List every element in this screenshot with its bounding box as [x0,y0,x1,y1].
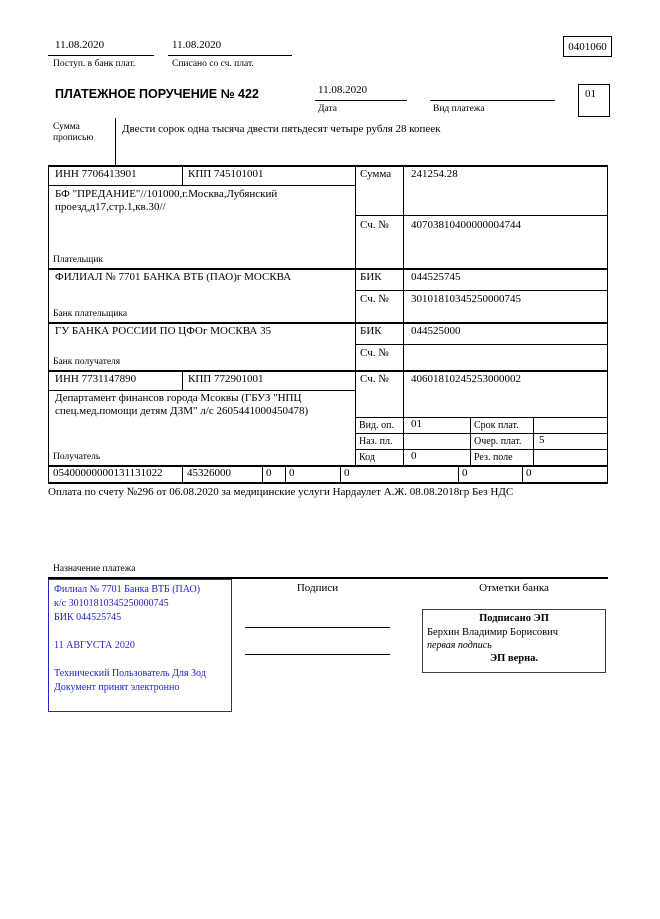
table-border [522,465,523,482]
kod-label: Код [359,452,375,463]
budget-cell-oktmo: 45326000 [187,467,231,479]
stamp-line [54,625,226,639]
date-underline [315,100,407,101]
payer-account-label: Сч. № [360,219,389,231]
status-code: 01 [585,88,596,100]
stamp-line: Филиал № 7701 Банка ВТБ (ПАО) [54,584,201,595]
signature-line [245,627,390,628]
kod-value: 0 [411,450,417,462]
bank-marks-label: Отметки банка [479,582,549,594]
stamp-line [54,653,226,667]
rez-pole-label: Рез. поле [474,452,513,463]
received-date-label: Поступ. в банк плат. [53,59,136,69]
table-border [182,465,183,482]
received-date: 11.08.2020 [55,39,105,51]
payer-bank-account: 30101810345250000745 [411,293,521,305]
table-border [48,185,355,186]
ocher-plat-label: Очер. плат. [474,436,522,447]
stamp-line: к/с 30101810345250000745 [54,598,169,609]
payer-kpp: КПП 745101001 [188,168,264,180]
table-border [355,290,608,291]
table-border [48,370,608,372]
payee-kpp: КПП 772901001 [188,373,264,385]
payee-account-label: Сч. № [360,373,389,385]
sum-label: Сумма [360,168,392,180]
budget-cell: 0 [344,467,350,479]
budget-cell: 0 [289,467,295,479]
stamp-line: БИК 044525745 [54,612,122,623]
payee-bank-bik-label: БИК [360,325,382,337]
budget-cell: 0 [462,467,468,479]
table-border [48,390,355,391]
esign-role: первая подпись [427,640,492,651]
esign-box [422,609,606,673]
table-border [470,417,471,465]
payer-bank-bik: 044525745 [411,271,461,283]
payee-bank-name: ГУ БАНКА РОССИИ ПО ЦФОг МОСКВА 35 [55,325,272,337]
payee-bank-bik: 044525000 [411,325,461,337]
vid-op-label: Вид. оп. [359,420,394,431]
vid-op-value: 01 [411,418,422,430]
table-border [340,465,341,482]
srok-plat-label: Срок плат. [474,420,519,431]
table-border [355,433,608,434]
table-border [262,465,263,482]
stamp-line: Документ принят электронно [54,682,180,693]
payer-inn: ИНН 7706413901 [55,168,137,180]
table-border [533,417,534,465]
payer-bank-name: ФИЛИАЛ № 7701 БАНКА ВТБ (ПАО)г МОСКВА [55,271,292,283]
naz-pl-label: Наз. пл. [359,436,393,447]
payer-bank-section-label: Банк плательщика [53,309,128,319]
esign-verified: ЭП верна. [489,653,538,664]
table-border [182,370,183,390]
purpose-text: Оплата по счету №296 от 06.08.2020 за медицинские услуги Нардаулет А.Ж. 08.08.2018гр Без НДС [48,486,514,498]
table-border [458,465,459,482]
stamp-line: Технический Пользователь Для Зод [54,668,206,679]
budget-cell: 0 [526,467,532,479]
payee-name: Департамент финансов города Мсоквы (ГБУЗ "НПЦ спец.мед.помощи детям ДЗМ" л/с 2605441000450478) [55,392,309,417]
table-border [285,465,286,482]
purpose-label: Назначение платежа [53,564,136,574]
received-date-underline [48,55,154,56]
table-border [182,165,183,185]
payment-type-label: Вид платежа [433,104,485,114]
form-code: 0401060 [568,41,607,53]
payer-account: 40703810400000004744 [411,219,521,231]
table-border [355,215,608,216]
status-code-box [578,84,610,117]
debited-date-underline [168,55,292,56]
budget-cell: 0 [266,467,272,479]
payer-name: БФ "ПРЕДАНИЕ"//101000,г.Москва,Лубянский проезд,д17,стр.1,кв.30// [55,188,278,213]
table-border [48,165,608,167]
sum-value: 241254.28 [411,168,458,180]
esign-title: Подписано ЭП [479,613,549,624]
payee-bank-section-label: Банк получателя [53,357,121,367]
debited-date-label: Списано со сч. плат. [172,59,254,69]
bank-stamp [48,579,232,712]
table-border [48,482,608,484]
table-border [355,449,608,450]
table-border [355,344,608,345]
document-date: 11.08.2020 [318,84,368,96]
table-border [48,268,608,270]
payee-account: 40601810245253000002 [411,373,521,385]
date-label: Дата [318,104,337,114]
table-border [48,322,608,324]
form-code-box [563,36,612,57]
amount-words-value: Двести сорок одна тысяча двести пятьдесят четыре рубля 28 копеек [122,123,441,135]
ocher-plat-value: 5 [539,434,545,446]
payment-type-underline [430,100,555,101]
page-title: ПЛАТЕЖНОЕ ПОРУЧЕНИЕ № 422 [55,87,259,101]
amount-words-label: Сумма прописью [53,122,94,143]
payer-bank-bik-label: БИК [360,271,382,283]
signature-line [245,654,390,655]
stamp-line: 11 АВГУСТА 2020 [54,640,135,651]
debited-date: 11.08.2020 [172,39,222,51]
payee-bank-account-label: Сч. № [360,347,389,359]
table-border [355,417,608,418]
payer-section-label: Плательщик [53,255,104,265]
payee-section-label: Получатель [53,452,101,462]
esign-name: Берхин Владимир Борисович [427,627,558,638]
budget-cell-kbk: 05400000000131131022 [53,467,163,479]
table-border [403,165,404,465]
table-border [355,165,356,465]
payer-bank-account-label: Сч. № [360,293,389,305]
payee-inn: ИНН 7731147890 [55,373,137,385]
amount-words-divider [115,118,116,165]
signatures-label: Подписи [296,582,339,594]
